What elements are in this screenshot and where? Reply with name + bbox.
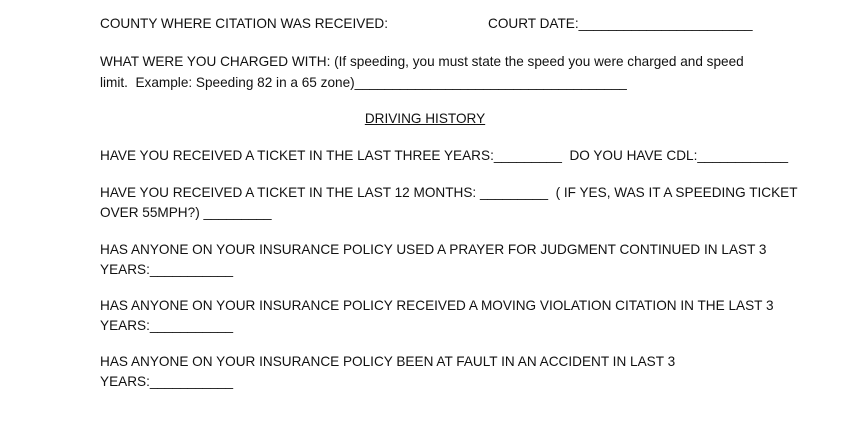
driving-history-heading — [0, 109, 850, 129]
charged-with-question-line-2[interactable]: limit. Example: Speeding 82 in a 65 zone)____________________________________ — [100, 75, 627, 90]
moving-violation-question-line-2[interactable]: YEARS:___________ — [100, 318, 234, 333]
ticket-three-years-question[interactable]: HAVE YOU RECEIVED A TICKET IN THE LAST THREE YEARS:_________ DO YOU HAVE CDL:____________ — [100, 148, 789, 163]
pjc-question-line-1: HAS ANYONE ON YOUR INSURANCE POLICY USED A PRAYER FOR JUDGMENT CONTINUED IN LAST 3 — [100, 242, 767, 257]
driving-history-heading-text: DRIVING HISTORY — [364, 111, 486, 126]
court-date-field[interactable]: COURT DATE:_______________________ — [488, 16, 753, 31]
moving-violation-question-line-1: HAS ANYONE ON YOUR INSURANCE POLICY RECEIVED A MOVING VIOLATION CITATION IN THE LAST 3 — [100, 298, 774, 313]
pjc-question-line-2[interactable]: YEARS:___________ — [100, 262, 234, 277]
county-citation-label: COUNTY WHERE CITATION WAS RECEIVED: — [100, 16, 389, 31]
ticket-12-months-question-line-2[interactable]: OVER 55MPH?) _________ — [100, 205, 272, 220]
ticket-12-months-question-line-1[interactable]: HAVE YOU RECEIVED A TICKET IN THE LAST 12 MONTHS: _________ ( IF YES, WAS IT A SPEEDING TICKET — [100, 185, 798, 200]
at-fault-question-line-2[interactable]: YEARS:___________ — [100, 374, 234, 389]
at-fault-question-line-1: HAS ANYONE ON YOUR INSURANCE POLICY BEEN AT FAULT IN AN ACCIDENT IN LAST 3 — [100, 354, 676, 369]
charged-with-question-line-1: WHAT WERE YOU CHARGED WITH: (If speeding, you must state the speed you were charged and speed — [100, 54, 744, 69]
